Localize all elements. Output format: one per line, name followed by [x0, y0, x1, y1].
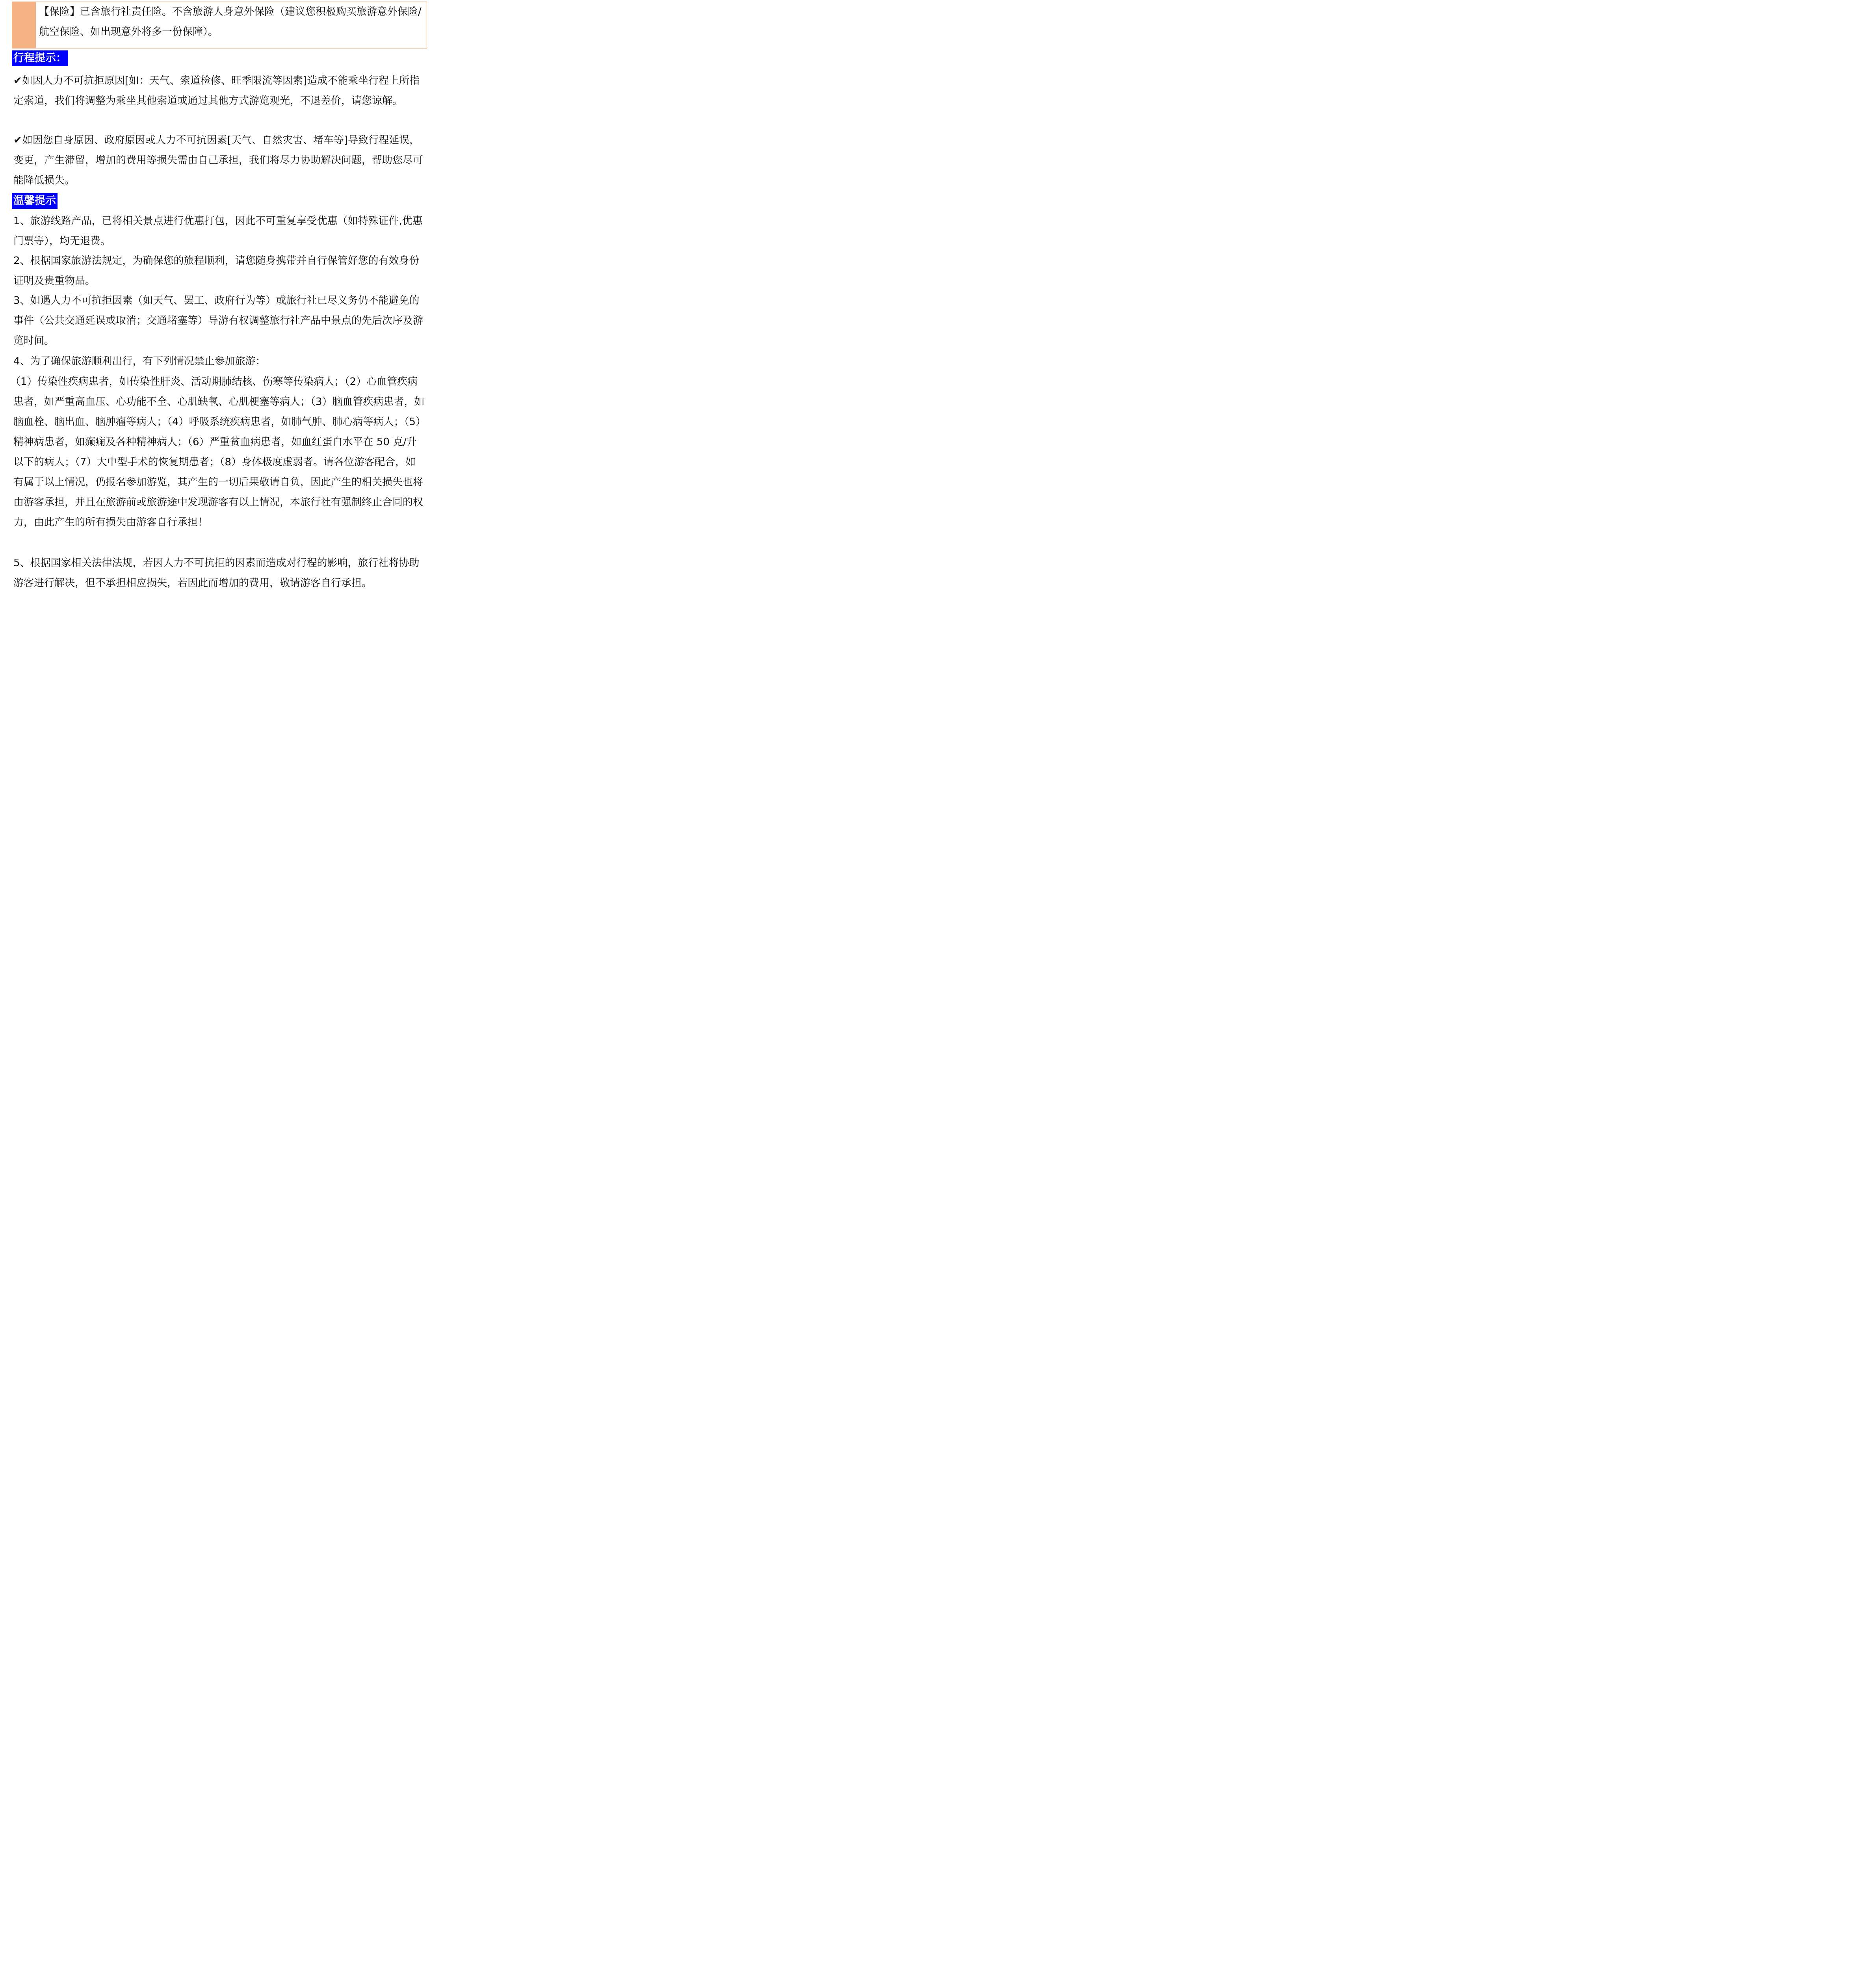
insurance-text: 【保险】已含旅行社责任险。不含旅游人身意外保险（建议您积极购买旅游意外保险/航空保险、如出现意外将多一份保障）。: [39, 6, 422, 38]
check-icon: ✔: [13, 75, 22, 87]
warm-tips-heading: 温馨提示: [12, 193, 58, 209]
trip-tip-item: [13, 130, 425, 191]
check-icon: ✔: [13, 134, 22, 146]
insurance-color-swatch: [12, 2, 36, 48]
warm-tip-item: 2、根据国家旅游法规定，为确保您的旅程顺利，请您随身携带并自行保管好您的有效身份证明及贵重物品。: [13, 255, 420, 287]
trip-tip-text: 如因人力不可抗拒原因[如：天气、索道检修、旺季限流等因素]造成不能乘坐行程上所指定索道，我们将调整为乘坐其他索道或通过其他方式游览观光，不退差价，请您谅解。: [13, 75, 420, 107]
trip-tip-item: [13, 71, 425, 111]
trip-tip-text: 如因您自身原因、政府原因或人力不可抗因素[天气、自然灾害、堵车等]导致行程延误，变更，产生滞留，增加的费用等损失需由自己承担，我们将尽力协助解决问题，帮助您尽可能降低损失。: [13, 134, 423, 186]
insurance-box: [12, 2, 427, 48]
warm-tip-item: 4、为了确保旅游顺利出行，有下列情况禁止参加旅游：: [13, 355, 266, 367]
document-page: [0, 0, 433, 613]
warm-tip-item: 3、如遇人力不可抗拒因素（如天气、罢工、政府行为等）或旅行社已尽义务仍不能避免的事件（公共交通延误或取消；交通堵塞等）导游有权调整旅行社产品中景点的先后次序及游览时间。: [13, 295, 423, 347]
warm-tip-item: 1、旅游线路产品，已将相关景点进行优惠打包，因此不可重复享受优惠（如特殊证件,优惠门票等），均无退费。: [13, 215, 423, 247]
trip-tips-heading: 行程提示：: [12, 50, 68, 66]
warm-tip-item: 5、根据国家相关法律法规，若因人力不可抗拒的因素而造成对行程的影响，旅行社将协助游客进行解决，但不承担相应损失，若因此而增加的费用，敬请游客自行承担。: [13, 557, 420, 589]
warm-tip-item: （1）传染性疾病患者，如传染性肝炎、活动期肺结核、伤寒等传染病人；（2）心血管疾病患者，如严重高血压、心功能不全、心肌缺氧、心肌梗塞等病人；（3）脑血管疾病患者，如脑血栓、脑出血、脑肿瘤等病人；（4）呼吸系统疾病患者，如肺气肿、肺心病等病人；（5）精神病患者，如癫痫及各种精神病人；（6）严重贫血病患者，如血红蛋白水平在 50 克/升以下的病人；（7）大中型手术的恢复期患者；（8）身体极度虚弱者。请各位游客配合，如有属于以上情况，仍报名参加游览，其产生的一切后果敬请自负，因此产生的相关损失也将由游客承担，并且在旅游前或旅游途中发现游客有以上情况，本旅行社有强制终止合同的权力，由此产生的所有损失由游客自行承担！: [10, 376, 425, 528]
